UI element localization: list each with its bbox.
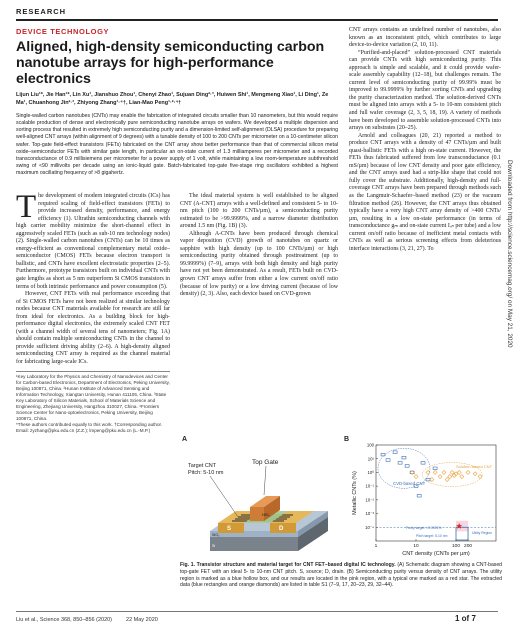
hfo2-label: HfO₂	[262, 513, 270, 517]
figure-svg	[180, 433, 502, 559]
target-cnt-label: Target CNT	[188, 463, 217, 469]
caption-title: Fig. 1. Transistor structure and material target for CNT FET–based digital IC technology.	[180, 562, 396, 568]
section-header: RESEARCH	[16, 7, 67, 16]
x-tick-label: 200	[464, 544, 473, 549]
cvd-data-point	[421, 462, 425, 465]
article-head	[16, 27, 338, 177]
solution-data-point	[445, 478, 449, 482]
download-watermark	[505, 160, 513, 480]
solution-series-label: Solution-based CNT	[456, 464, 493, 469]
cvd-data-point	[386, 459, 390, 462]
page-number: 1 of 7	[455, 614, 476, 623]
paragraph: he development of modern integrated circuits (ICs) has required scaling of field-effect transistors (FETs) to provide increased density, performance, and energy efficiency (1). Ultrathin semiconducting channels with high carrier mobility minimize the short-channel effect in aggressively scaled FETs (such as sub-10 nm technology nodes) (2). Single-walled carbon nanotubes (CNTs) can be 10 times as energy-efficient as conventional complementary metal oxide–semiconductor (CMOS) FETs because electron transport is ballistic, and CNTs have excellent electrostatic properties (2–5). Furthermore, prototype transistors built on individual CNTs with gate lengths as short as 5 nm outperform Si CMOS transistors in terms of both intrinsic performance and power consumption (5).	[16, 193, 170, 290]
cvd-data-point	[433, 467, 437, 470]
solution-data-point	[473, 472, 477, 476]
abstract: Single-walled carbon nanotubes (CNTs) may enable the fabrication of integrated circuits smaller than 10 nanometers, but this would require scalable production of dense and electronically pure semiconducting nanotube arrays on wafers. We developed a multiple dispersion and sorting process that resulted in extremely high semiconducting purity and a dimension-limited self-alignment (DLSA) procedure for preparing well-aligned CNT arrays (within alignment of 9 degrees) with a tunable density of 100 to 200 CNTs per micrometer on a 10-centimeter silicon wafer. Top-gate field-effect transistors (FETs) fabricated on the CNT array show better performance than that of commercial silicon metal oxide–semiconductor FETs with similar gate length, in particular an on-state current of 1.3 milliamperes per micrometer and a recorded transconductance of 0.9 millisiemens per micrometer for a power supply of 1 volt, while maintaining a low room-temperature subthreshold swing of <90 millivolts per decade using an ionic-liquid gate. Batch-fabricated top-gate five-stage ring oscillators exhibited a highest maximum oscillating frequency of >8 gigahertz.	[16, 113, 338, 176]
paragraph: “Purified-and-placed” solution-processed CNT materials can provide CNTs with high semiconducting purity. This approach is simple and scalable, and it could provide wafer-scale assembly capability (12–18), but challenges remain. The current level of semiconducting purity of 99.99% must be improved to 99.9999% by further sorting CNTs and upgrading the purity characterization method. The solution-derived CNTs must be aligned into arrays with a 5- to 10-nm consistent pitch and full wafer coverage (2, 3, 5, 18, 19). A variety of methods have been developed to assemble solution-processed CNTs into arrays on substrates (20–25).	[349, 49, 501, 132]
author-list: Lijun Liu¹*, Jie Han¹*, Lin Xu¹, Jianshuo Zhou¹, Chenyi Zhao¹, Sujuan Ding²·³, Huiwen Shi¹, Mengmeng Xiao¹, Li Ding¹, Ze Ma¹, Chuanhong Jin²·³, Zhiyong Zhang¹·⁴†, Lian-Mao Peng¹·²·⁴†	[16, 92, 329, 106]
figure-1	[180, 433, 502, 559]
cvd-data-point	[426, 478, 430, 481]
solution-data-point	[414, 475, 418, 479]
top-gate-label: Top Gate	[252, 459, 279, 466]
pitch-label: Pitch: 5-10 nm	[188, 470, 224, 476]
body-column-3	[349, 27, 501, 253]
footer-citation-block	[16, 617, 158, 623]
y-tick-label: 10⁻²	[365, 497, 374, 503]
solution-data-point	[433, 470, 437, 474]
affiliations: ¹Key Laboratory for the Physics and Chemistry of Nanodevices and Center for Carbon-based Electronics, Department of Electronics, Peking University, Beijing 100871, China. ²Hunan Institute of Advanced Sensing and Information Technology, Xiangtan University, Hunan 411105, China. ³State Key Laboratory of Silicon Materials, School of Materials Science and Engineering, Zhejiang University, Hangzhou 310027, China. ⁴Frontiers Science Center for Nano-optoelectronics, Peking University, Beijing 100871, China.	[16, 374, 170, 422]
pitch-target-label: Pitch target: 5-10 nm	[416, 534, 448, 538]
cvd-data-point	[405, 465, 409, 468]
paragraph: The ideal material system is well established to be aligned CNT (A-CNT) arrays with a well-defined and consistent 5- to 10-nm pitch (100 to 200 CNTs/µm), a semiconducting purity estimated to be >99.9999%, and a narrow diameter distribution around 1.5 nm (Fig. 1B) (3).	[180, 193, 338, 230]
header-rule	[16, 19, 498, 21]
solution-data-point	[442, 470, 446, 474]
affiliation-rule	[16, 371, 170, 372]
solution-data-point	[430, 478, 434, 482]
article-title: Aligned, high-density semiconducting carbon nanotube arrays for high-performance electronics	[16, 39, 325, 87]
y-tick-label: 100	[366, 442, 374, 448]
solution-data-point	[466, 470, 470, 474]
sio2-label: SiO₂	[212, 533, 220, 537]
body-column-2	[180, 193, 338, 299]
solution-data-point	[426, 470, 430, 474]
top-gate-pointer	[264, 466, 266, 495]
si-substrate-front	[210, 537, 298, 551]
footer-rule	[16, 611, 498, 612]
cvd-data-point	[402, 456, 406, 459]
figure-caption	[180, 562, 502, 589]
utility-region-label: Utility Region	[472, 531, 492, 535]
category-label: DEVICE TECHNOLOGY	[16, 27, 110, 36]
solution-data-point	[448, 475, 452, 479]
x-tick-label: 10	[413, 544, 419, 549]
panel-a-label: A	[182, 436, 188, 443]
cvd-data-point	[393, 451, 397, 454]
paragraph: Arnold and colleagues (20, 21) reported a method to produce CNT arrays with a density of 47 CNTs/µm and built quasi-ballistic FETs with a high on-state current. However, the FETs thus fabricated suffered from low transconductance (0.1 mS/µm) because of low CNT density and poor gate efficiency, and the CNT arrays used had a strip-like shape that could not fully cover the substrate. Additionally, high-density and full-coverage CNT arrays have been prepared through methods such as the Langmuir-Schaefer–based method (23) or the vacuum filtration method (26). However, the CNT arrays thus obtained typically have a very high CNT array density of >400 CNTs/µm, resulting in a low on-state performance (in terms of transconductance gₘ and on-state current Iₒₙ per tube) and a low current on/off ratio because of inefficient metal contacts with CNTs as well as serious screening effects from deleterious interface interactions (3, 21, 27). To	[349, 132, 501, 252]
drain-label: D	[279, 526, 284, 532]
paragraph: Although A-CNTs have been produced through chemical vapor deposition (CVD) growth of nanotubes on quartz or sapphire with high density (up to 100 CNTs/µm) or high semiconducting purity obtained through posttreatment (up to 99.9999%) (7–9), arrays with both high density and high purity have not yet been demonstrated. As a result, FETs built on CVD-grown CNT arrays suffer from either a low current on/off ratio (because of low purity) or a low driving current (because of low density) (2, 3). Also, each device based on CVD-grown	[180, 230, 338, 298]
panel-b-label: B	[344, 436, 350, 443]
y-tick-label: 10⁻³	[365, 511, 374, 517]
solution-data-point	[460, 475, 464, 479]
x-axis-label: CNT density (CNTs per µm)	[402, 551, 470, 557]
author-notes: *These authors contributed equally to this work. †Corresponding author. Email: zyzhang@pku.edu.cn (Z.Z.); lmpeng@pku.edu.cn (L.-M.P.)	[16, 422, 163, 434]
cvd-series-label: CVD-based CNT	[393, 481, 426, 486]
target-cnt-pointer	[210, 476, 238, 517]
x-tick-label: 100	[451, 544, 461, 549]
y-tick-label: 10⁻¹	[365, 483, 374, 489]
cvd-data-point	[381, 453, 385, 456]
y-tick-label: 10¹	[367, 456, 374, 462]
cvd-data-point	[398, 462, 402, 465]
x-tick-label: 1	[374, 544, 378, 549]
y-tick-label: 10⁻⁴	[365, 524, 374, 530]
cvd-data-point	[417, 494, 421, 497]
fet-schematic	[210, 496, 328, 551]
body-column-1	[16, 189, 170, 434]
footer-date: 22 May 2020	[126, 617, 158, 623]
paragraph: However, CNT FETs with real performance exceeding that of Si CMOS FETs have not been realized at similar technology nodes because CNT materials available for research are still far from ideal for electronics. As a building block for high-performance digital electronics, the extremely scaled CNT FET (with a channel width of several tens of nanometers; Fig. 1A) should contain multiple semiconducting CNTs in the channel to provide sufficient driving ability (2–6). A high-density aligned semiconducting CNT array is required as the channel material for fabricating large-scale ICs.	[16, 291, 170, 366]
y-tick-label: 10⁰	[367, 470, 374, 476]
source-label: S	[227, 526, 232, 532]
paragraph: CNT arrays contains an undefined number of nanotubes, also known as an inconsistent pitch, which contributes to large device-to-device variation (2, 10, 11).	[349, 27, 501, 49]
solution-data-point	[438, 475, 442, 479]
footer-citation: Liu et al., Science 368, 850–856 (2020)	[16, 617, 113, 623]
download-link-text[interactable]: Downloaded from http://science.sciencemag.org/ on May 21, 2020	[506, 160, 513, 348]
si-label: Si	[212, 544, 216, 548]
dropcap: T	[16, 189, 37, 225]
y-axis-label: Metallic CNTs (%)	[352, 471, 358, 515]
solution-data-point	[478, 475, 482, 479]
purity-target-label: Purity target: >0.0001%	[406, 526, 442, 530]
caption-body: (A) Schematic diagram showing a CNT-based top-gate FET with an ideal 5- to 10-nm CNT pitch. S, source; D, drain. (B) Semiconducting purity versus density of CNT arrays. The utility region is marked as a blue hollow box, and our results are located in the pink region, with a typical one marked as a red star. The extracted data (blue rectangles and orange diamonds) are listed in table S1 (7–9, 17, 20–23, 29, 32–44).	[180, 562, 502, 589]
